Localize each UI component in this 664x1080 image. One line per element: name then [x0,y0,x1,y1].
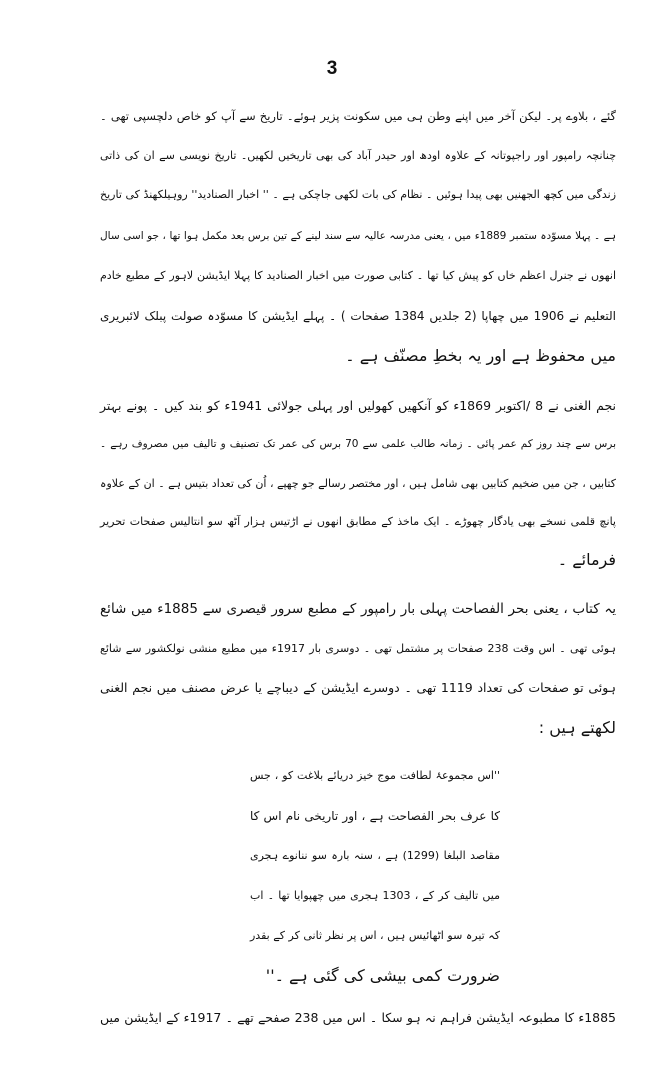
paragraph-3-line-3: ہوئی تو صفحات کی تعداد 1119 تھی ۔ دوسرے ایڈیشن کے دیباچے یا عرض مصنف میں نجم الغنی [100,680,616,695]
paragraph-3-line-2: ہوئی تھی ۔ اس وقت 238 صفحات پر مشتمل تھی ۔ دوسری بار 1917ء میں مطبع منشی نولکشور سے شائع [100,642,616,655]
quote-line-1: ''اس مجموعۂ لطافت موج خیز دریائے بلاغت کو ، جس [250,769,500,782]
paragraph-1-line-6: التعلیم نے 1906 میں چھاپا (2 جلدیں 1384 صفحات ) ۔ پہلے ایڈیشن کا مسوّدہ صولت پبلک لائبریری [100,309,617,323]
paragraph-1-line-2: چنانچہ رامپور اور راجپوتانہ کے علاوہ اودھ اور حیدر آباد کی بھی تاریخیں لکھیں۔ تاریخ نویسی سے ان کی ذاتی [100,149,616,162]
paragraph-2-line-3: کتابیں ، جن میں ضخیم کتابیں بھی شامل ہیں ، اور مختصر رسالے جو چھپے ، اُن کی تعداد بتیس ہے ۔ ان کے علاوہ [100,477,616,490]
paragraph-1-line-3: زندگی میں کچھ الجھنیں بھی پیدا ہوئیں ۔ نظام کی بات لکھی جاچکی ہے ۔ '' اخبار الصنادید'' روہیلکھنڈ کی تاریخ [100,188,616,201]
paragraph-2-line-4: پانچ قلمی نسخے بھی یادگار چھوڑے ۔ ایک ماخذ کے مطابق انھوں نے اڑتیس ہزار آٹھ سو انتالیس صفحات تحریر [100,515,616,528]
quote-line-2: کا عرف بحر الفصاحت ہے ، اور تاریخی نام اس کا [250,809,500,823]
paragraph-1-line-7: میں محفوظ ہے اور یہ بخطِ مصنّف ہے ۔ [345,346,616,365]
paragraph-2-line-2: برس سے چند روز کم عمر پائی ۔ زمانہ طالب علمی سے 70 برس کی عمر تک تصنیف و تالیف میں مصروف رہے ۔ [100,438,616,450]
quote-line-3: مقاصد البلغا (1299) ہے ، سنہ بارہ سو ننانوے ہجری [250,849,500,862]
quote-line-5: کہ تیرہ سو اٹھائیس ہیں ، اس پر نظر ثانی کر کے بقدر [250,929,500,942]
quote-line-6: ضرورت کمی بیشی کی گئی ہے ۔'' [265,966,500,985]
paragraph-3-line-1: یہ کتاب ، یعنی بحر الفصاحت پہلی بار رامپور کے مطبع سرور قیصری سے 1885ء میں شائع [100,601,616,617]
paragraph-1-line-1: گئے ، بلاوے پر۔ لیکن آخر میں اپنے وطن ہی میں سکونت پزیر ہوئے۔ تاریخ سے آپ کو خاص دلچسپی تھی ۔ [100,109,616,123]
quote-line-4: میں تالیف کر کے ، 1303 ہجری میں چھپوایا تھا ۔ اب [250,889,500,902]
paragraph-1-line-4: ہے ۔ پہلا مسوّدہ ستمبر 1889ء میں ، یعنی مدرسہ عالیہ سے سند لینے کے تین برس بعد مکمل ہوا تھا ، جو اسی سال [100,230,616,242]
paragraph-2-line-5: فرمائے ۔ [557,550,616,569]
paragraph-1-line-5: انھوں نے جنرل اعظم خاں کو پیش کیا تھا ۔ کتابی صورت میں اخبار الصنادید کا پہلا ایڈیشن لاہور کے مطبع خادم [100,269,616,282]
page-number: 3 [326,58,338,79]
final-line: 1885ء کا مطبوعہ ایڈیشن فراہم نہ ہو سکا ۔ اس میں 238 صفحے تھے ۔ 1917ء کے ایڈیشن میں [100,1010,617,1025]
paragraph-3-line-4: لکھتے ہیں : [538,718,616,737]
paragraph-2-line-1: نجم الغنی نے 8 /اکتوبر 1869ء کو آنکھیں کھولیں اور پہلی جولائی 1941ء کو بند کیں ۔ پونے بہتر [100,398,617,413]
